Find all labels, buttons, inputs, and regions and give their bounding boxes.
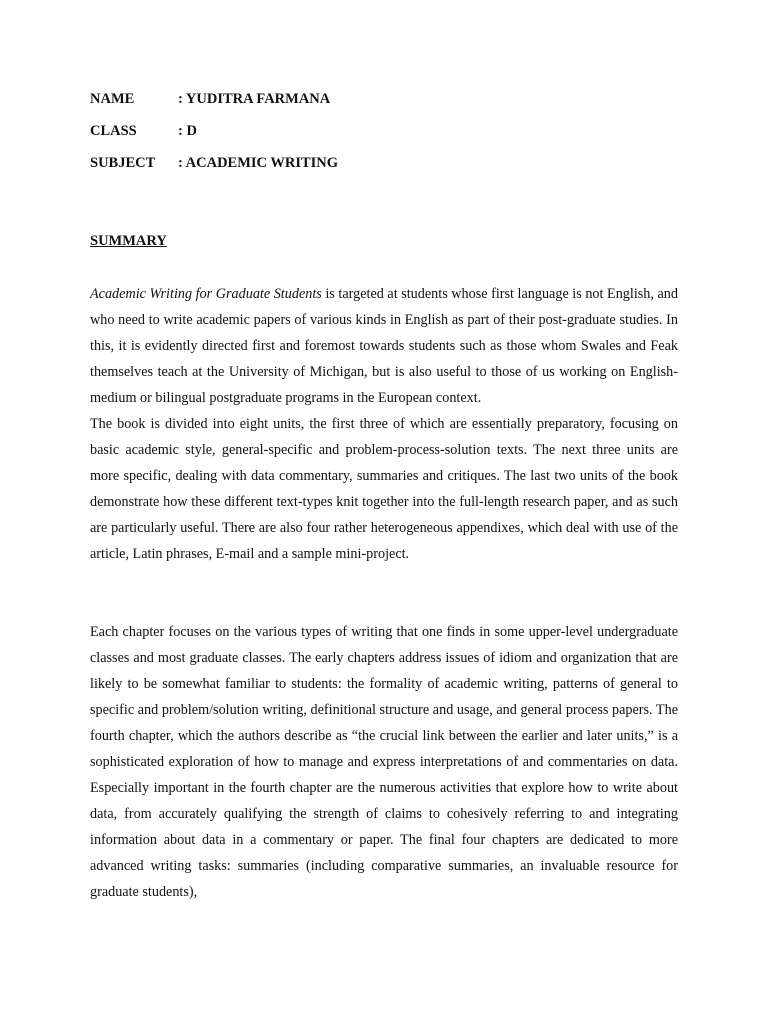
book-title: Academic Writing for Graduate Students [90,286,322,302]
summary-heading: SUMMARY [90,233,167,249]
paragraph-3: Each chapter focuses on the various types of writing that one finds in some upper-level undergraduate classes and most graduate classes. The early chapters address issues of idiom and organization that are likely to be somewhat familiar to students: the formality of academic writing, patterns of general to specific and problem/solution writing, definitional structure and usage, and general process papers. The fourth chapter, which the authors describe as “the crucial link between the earlier and later units,” is a sophisticated exploration of how to manage and express interpretations of and commentaries on data. Especially important in the fourth chapter are the numerous activities that explore how to write about data, from accurately qualifying the strength of claims to cohesively referring to and integrating information about data in a commentary or paper. The final four chapters are dedicated to more advanced writing tasks: summaries (including comparative summaries, an invaluable resource for graduate students), [90,624,678,900]
name-label: NAME [90,91,135,107]
class-label: CLASS [90,123,137,139]
class-value: : D [178,123,197,139]
paragraph-2: The book is divided into eight units, the first three of which are essentially preparatory, focusing on basic academic style, general-specific and problem-process-solution texts. The next three units are more specific, dealing with data commentary, summaries and critiques. The last two units of the book demonstrate how these different text-types knit together into the full-length research paper, and as such are particularly useful. There are also four rather heterogeneous appendixes, which deal with use of the article, Latin phrases, E-mail and a sample mini-project. [90,416,678,562]
name-value: : YUDITRA FARMANA [178,91,331,107]
name-row [90,89,338,109]
subject-label: SUBJECT [90,155,156,171]
paragraph-1-text: is targeted at students whose first language is not English, and who need to write academic papers of various kinds in English as part of their post-graduate studies. In this, it is evidently directed first and foremost towards students such as those whom Swales and Feak themselves teach at the University of Michigan, but is also useful to those of us working on English-medium or bilingual postgraduate programs in the European context. [90,286,678,406]
class-row [90,121,338,141]
subject-row [90,153,338,173]
student-info-header [90,89,338,185]
summary-paragraphs-1-2 [90,281,678,567]
paragraph-1 [90,281,678,411]
subject-value: : ACADEMIC WRITING [178,155,339,171]
